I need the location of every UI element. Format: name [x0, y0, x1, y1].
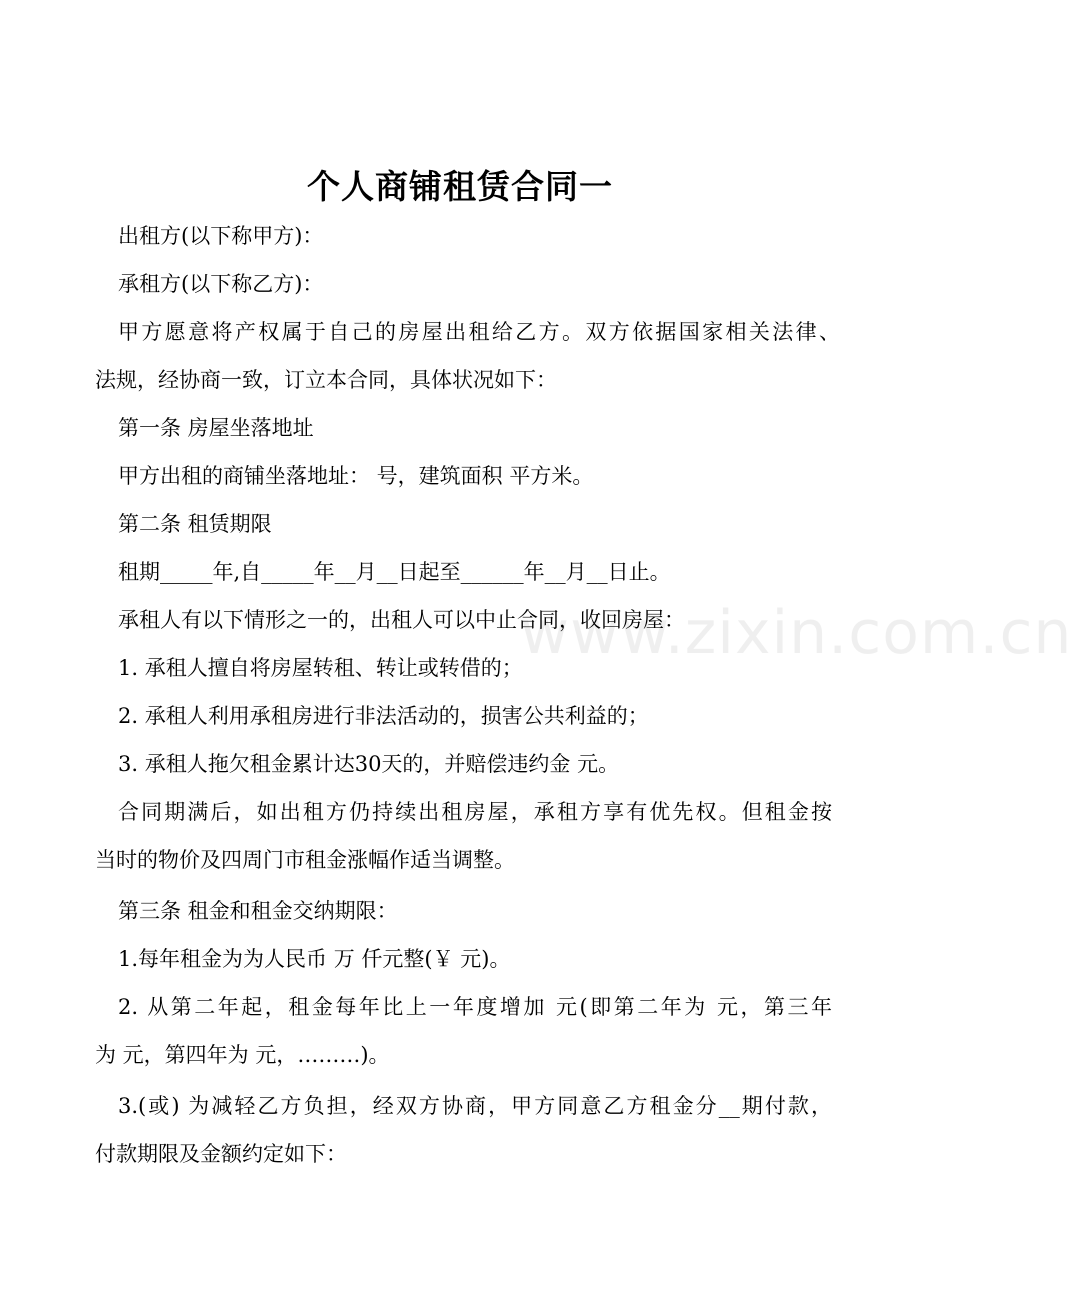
article-2-heading: 第二条 租赁期限	[118, 512, 272, 536]
rent-item-3-line-2: 付款期限及金额约定如下：	[95, 1142, 347, 1166]
address-line: 甲方出租的商铺坐落地址： 号，建筑面积 平方米。	[118, 464, 594, 488]
lessor-line: 出租方(以下称甲方)：	[118, 224, 324, 248]
preamble-line-2: 法规，经协商一致，订立本合同，具体状况如下：	[95, 368, 557, 392]
article-3-heading: 第三条 租金和租金交纳期限：	[118, 899, 398, 923]
termination-item-1: 1. 承租人擅自将房屋转租、转让或转借的；	[118, 656, 523, 680]
termination-item-2: 2. 承租人利用承租房进行非法活动的，损害公共利益的；	[118, 704, 649, 728]
renewal-line-2: 当时的物价及四周门市租金涨幅作适当调整。	[95, 848, 515, 872]
lessee-line: 承租方(以下称乙方)：	[118, 272, 324, 296]
watermark: www.zixin.com.cn	[520, 598, 1072, 668]
renewal-line-1: 合同期满后，如出租方仍持续出租房屋，承租方享有优先权。但租金按	[118, 800, 832, 824]
rent-item-1: 1.每年租金为为人民币 万 仟元整(￥ 元)。	[118, 947, 511, 971]
rent-item-2-line-1: 2. 从第二年起，租金每年比上一年度增加 元(即第二年为 元，第三年	[118, 995, 832, 1019]
lease-term-line: 租期_____年,自_____年__月__日起至______年__月__日止。	[118, 560, 671, 584]
document-title: 个人商铺租赁合同一	[307, 167, 613, 206]
termination-intro-line: 承租人有以下情形之一的，出租人可以中止合同，收回房屋：	[118, 608, 685, 632]
preamble-line-1: 甲方愿意将产权属于自己的房屋出租给乙方。双方依据国家相关法律、	[118, 320, 840, 344]
rent-item-2-line-2: 为 元，第四年为 元，………)。	[95, 1043, 390, 1067]
termination-item-3: 3. 承租人拖欠租金累计达30天的，并赔偿违约金 元。	[118, 752, 620, 776]
article-1-heading: 第一条 房屋坐落地址	[118, 416, 314, 440]
rent-item-3-line-1: 3.(或) 为减轻乙方负担，经双方协商，甲方同意乙方租金分__期付款，	[118, 1094, 832, 1118]
